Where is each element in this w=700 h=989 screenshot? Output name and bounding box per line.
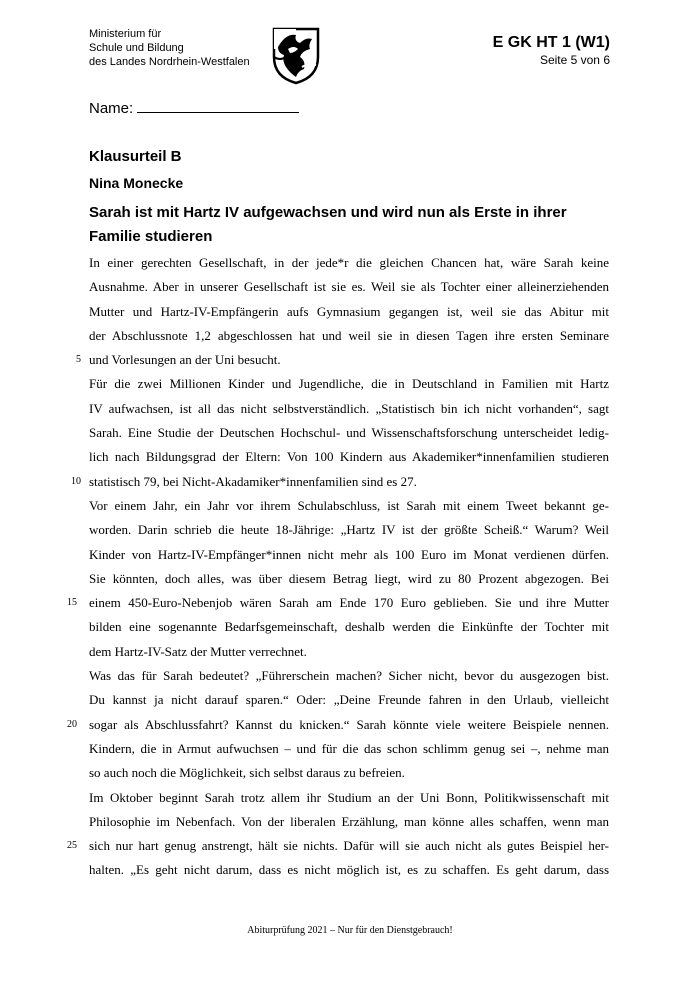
ministry-line-2: Schule und Bildung (89, 42, 184, 54)
text-line (89, 761, 609, 785)
line-text: der Abschlussnote 1,2 abgeschlossen hat und weil sie in diesen Tagen ihre ersten Seminare (89, 327, 609, 343)
text-line (89, 518, 609, 542)
author-name: Nina Monecke (89, 175, 184, 191)
page-footer: Abiturprüfung 2021 – Nur für den Dienstgebrauch! (247, 925, 453, 936)
line-text: bilden eine sogenannte Bedarfsgemeinschaft, deshalb werden die Einkünfte der Tochter mit (89, 619, 609, 635)
line-text: Was das für Sarah bedeutet? „Führerschein machen? Sicher nicht, bevor du ausgezogen bist. (89, 668, 609, 684)
nrw-coat-of-arms-icon (272, 27, 320, 85)
text-line (89, 397, 609, 421)
line-text: statistisch 79, bei Nicht-Akadamiker*innenfamilien sind es 27. (89, 473, 417, 489)
line-text: IV aufwachsen, ist all das nicht selbstverständlich. „Statistisch bin ich nicht vorhanden“, sagt (89, 400, 609, 416)
line-text: Philosophie im Nebenfach. Von der liberalen Erzählung, man könne alles schaffen, wenn man (89, 813, 609, 829)
line-text: worden. Darin schrieb die heute 18-Jährige: „Hartz IV ist der größte Scheiß.“ Warum? Weil (89, 522, 609, 538)
line-text: Mutter und Hartz-IV-Empfängerin aufs Gymnasium gegangen ist, weil sie das Abitur mit (89, 303, 609, 319)
line-text: lich nach Bildungsgrad der Eltern: Von 100 Kindern aus Akademiker*innenfamilien studieren (89, 449, 609, 465)
text-line (89, 567, 609, 591)
line-text: so auch noch die Möglichkeit, sich selbst daraus zu befreien. (89, 765, 405, 781)
page-number: Seite 5 von 6 (539, 53, 610, 67)
line-text: Sarah. Eine Studie der Deutschen Hochschul- und Wissenschaftsforschung unterscheidet ledig- (89, 425, 609, 441)
line-number: 10 (71, 475, 81, 487)
text-line (71, 470, 609, 494)
line-text: dem Hartz-IV-Satz der Mutter verrechnet. (89, 643, 307, 659)
text-line (89, 445, 609, 469)
text-line (67, 834, 609, 858)
text-line (67, 713, 609, 737)
article-body (67, 251, 609, 883)
line-text: Sie könnten, doch alles, was über diesem Betrag liegt, wird zu 80 Prozent abgezogen. Bei (89, 570, 609, 586)
text-line (67, 591, 609, 615)
text-line (89, 494, 609, 518)
line-number: 15 (67, 597, 77, 609)
line-text: Vor einem Jahr, ein Jahr vor ihrem Schulabschluss, ist Sarah mit einem Tweet bekannt ge- (89, 497, 609, 513)
exam-code: E GK HT 1 (W1) (492, 34, 610, 51)
section-heading: Klausurteil B (89, 148, 182, 165)
line-text: sich nur hart genug anstrengt, hält sie nichts. Dafür will sie auch nicht als gutes Beispiel her- (89, 838, 609, 854)
name-blank-line (137, 98, 299, 113)
line-text: sogar als Abschlussfahrt? Kannst du knicken.“ Sarah könnte viele weitere Beispiele nennen. (89, 716, 609, 732)
text-line (89, 372, 609, 396)
text-line (89, 543, 609, 567)
line-text: und Vorlesungen an der Uni besucht. (89, 352, 281, 368)
text-line (89, 421, 609, 445)
ministry-name (89, 27, 250, 69)
text-line (89, 810, 609, 834)
name-label: Name: (89, 100, 134, 117)
text-line (89, 786, 609, 810)
line-number: 20 (67, 718, 77, 730)
line-text: Kinder von Hartz-IV-Empfänger*innen nicht mehr als 100 Euro im Monat verdienen dürfen. (89, 546, 609, 562)
line-text: halten. „Es geht nicht darum, dass es nicht möglich ist, es zu schaffen. Es geht darum, dass (89, 862, 609, 878)
line-text: einem 450-Euro-Nebenjob wären Sarah am Ende 170 Euro geblieben. Sie und ihre Mutter (89, 595, 609, 611)
text-line (76, 348, 609, 372)
line-number: 25 (67, 840, 77, 852)
name-field (89, 98, 299, 117)
ministry-line-3: des Landes Nordrhein-Westfalen (89, 56, 250, 68)
text-line (89, 664, 609, 688)
text-line (89, 640, 609, 664)
text-line (89, 615, 609, 639)
text-line (89, 737, 609, 761)
line-number: 5 (76, 354, 81, 366)
text-line (89, 324, 609, 348)
text-line (89, 251, 609, 275)
article-title: Sarah ist mit Hartz IV aufgewachsen und wird nun als Erste in ihrer Familie studieren (89, 204, 567, 245)
exam-code-block (493, 34, 610, 68)
text-line (89, 858, 609, 882)
text-line (89, 275, 609, 299)
text-line (89, 300, 609, 324)
line-text: Du kannst ja nicht darauf sparen.“ Oder: „Deine Freunde fahren in den Urlaub, vielleicht (89, 692, 609, 708)
line-text: Kindern, die in Armut aufwuchsen – und für die das schon schlimm genug sei –, nehme man (89, 740, 609, 756)
line-text: Im Oktober beginnt Sarah trotz allem ihr Studium an der Uni Bonn, Politikwissenschaft mit (89, 789, 609, 805)
line-text: Ausnahme. Aber in unserer Gesellschaft ist sie es. Weil sie als Tochter einer alleinerziehenden (89, 279, 609, 295)
line-text: In einer gerechten Gesellschaft, in der jede*r die gleichen Chancen hat, wäre Sarah keine (89, 255, 609, 270)
text-line (89, 688, 609, 712)
ministry-line-1: Ministerium für (89, 28, 162, 40)
line-text: Für die zwei Millionen Kinder und Jugendliche, die in Deutschland in Familien mit Hartz (89, 376, 609, 392)
